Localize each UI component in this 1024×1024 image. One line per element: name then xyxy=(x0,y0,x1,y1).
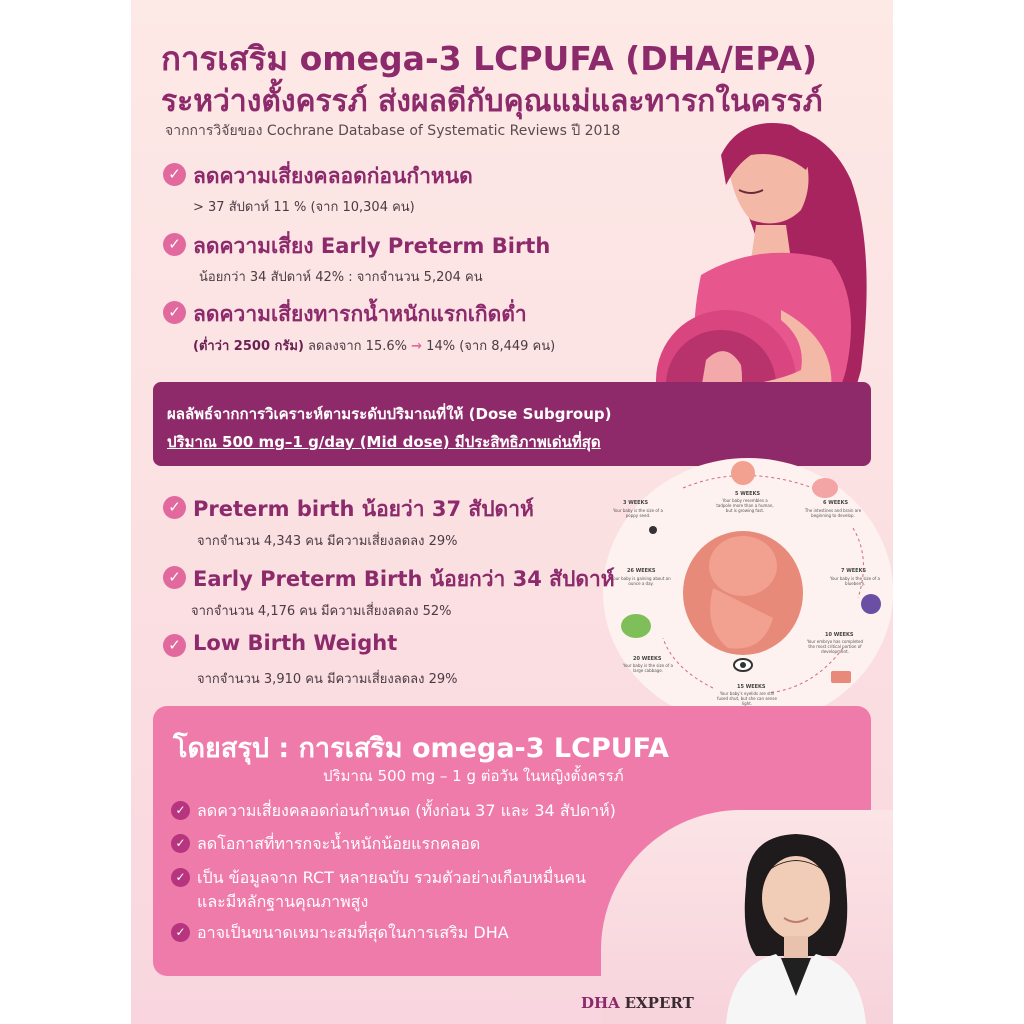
summary-bullet-2: ลดโอกาสที่ทารกจะน้ำหนักน้อยแรกคลอด xyxy=(197,834,481,853)
dose-result-2-detail: จากจำนวน 4,176 คน มีความเสี่ยงลดลง 52% xyxy=(191,604,452,619)
check-icon: ✓ xyxy=(163,566,186,589)
week-5-label: 5 WEEKS xyxy=(735,491,761,497)
page-title: การเสริม omega-3 LCPUFA (DHA/EPA) xyxy=(161,39,818,78)
check-icon: ✓ xyxy=(163,233,186,256)
week-5-text: Your baby resembles a tadpole more than a human, but is growing fast. xyxy=(716,498,774,513)
dose-result-3-detail: จากจำนวน 3,910 คน มีความเสี่ยงลดลง 29% xyxy=(197,672,458,687)
brand-part-1: DHA xyxy=(581,994,620,1012)
page-subtitle: ระหว่างตั้งครรภ์ ส่งผลดีกับคุณแม่และทารกในครรภ์ xyxy=(161,84,823,119)
dose-result-1-title: Preterm birth น้อยว่า 37 สัปดาห์ xyxy=(193,497,534,521)
dose-result-3-title: Low Birth Weight xyxy=(193,631,398,655)
week-6-label: 6 WEEKS xyxy=(823,500,849,506)
check-icon: ✓ xyxy=(163,496,186,519)
benefit-3-title: ลดความเสี่ยงทารกน้ำหนักแรกเกิดต่ำ xyxy=(193,302,527,326)
check-icon: ✓ xyxy=(163,301,186,324)
week-7-text: Your baby is the size of a blueberry. xyxy=(830,576,880,586)
banner-line-2: ปริมาณ 500 mg–1 g/day (Mid dose) มีประสิทธิภาพเด่นที่สุด xyxy=(167,433,601,451)
check-icon: ✓ xyxy=(163,163,186,186)
arrow-right-icon: → xyxy=(411,339,423,354)
week-10-label: 10 WEEKS xyxy=(825,632,854,638)
brand-part-2: EXPERT xyxy=(624,994,694,1012)
benefit-2-title: ลดความเสี่ยง Early Preterm Birth xyxy=(193,234,551,258)
week-26-label: 26 WEEKS xyxy=(627,568,656,574)
week-3-label: 3 WEEKS xyxy=(623,500,649,506)
benefit-1-title: ลดความเสี่ยงคลอดก่อนกำหนด xyxy=(193,164,473,188)
benefit-2-detail: น้อยกว่า 34 สัปดาห์ 42% : จากจำนวน 5,204 คน xyxy=(199,270,483,285)
fetal-development-chart xyxy=(603,458,893,726)
week-10-text: Your embryo has completed the most critical portion of development. xyxy=(806,639,863,654)
source-citation: จากการวิจัยของ Cochrane Database of Systematic Reviews ปี 2018 xyxy=(165,123,621,139)
summary-title: โดยสรุป : การเสริม omega-3 LCPUFA xyxy=(173,733,669,764)
banner-line-1: ผลลัพธ์จากการวิเคราะห์ตามระดับปริมาณที่ให้ (Dose Subgroup) xyxy=(167,405,612,423)
dose-result-1-detail: จากจำนวน 4,343 คน มีความเสี่ยงลดลง 29% xyxy=(197,534,458,549)
check-icon: ✓ xyxy=(171,923,190,942)
week-20-text: Your baby is the size of a large cabbage. xyxy=(623,663,673,673)
week-7-label: 7 WEEKS xyxy=(841,568,867,574)
week-15-text: Your baby's eyelids are still fused shut, but she can sense light. xyxy=(717,691,777,706)
benefit-3-detail-b: 14% (จาก 8,449 คน) xyxy=(426,339,556,354)
dose-subgroup-banner xyxy=(153,382,871,466)
dose-result-2-title: Early Preterm Birth น้อยกว่า 34 สัปดาห์ xyxy=(193,567,615,591)
check-icon: ✓ xyxy=(163,634,186,657)
summary-subtitle: ปริมาณ 500 mg – 1 g ต่อวัน ในหญิงตั้งครรภ์ xyxy=(323,767,624,785)
doctor-portrait xyxy=(706,826,886,1024)
check-icon: ✓ xyxy=(171,834,190,853)
week-20-label: 20 WEEKS xyxy=(633,656,662,662)
week-15-label: 15 WEEKS xyxy=(737,684,766,690)
benefit-3-detail-bold: (ต่ำว่า 2500 กรัม) xyxy=(193,339,304,354)
week-6-text: The intestines and brain are beginning to develop. xyxy=(804,508,862,518)
summary-bullet-4: อาจเป็นขนาดเหมาะสมที่สุดในการเสริม DHA xyxy=(197,923,509,942)
brand-logo xyxy=(581,994,694,1012)
summary-bullet-1: ลดความเสี่ยงคลอดก่อนกำหนด (ทั้งก่อน 37 และ 34 สัปดาห์) xyxy=(197,801,616,820)
summary-bullet-3-cont: และมีหลักฐานคุณภาพสูง xyxy=(197,892,369,911)
week-26-text: Your baby is gaining about an ounce a day. xyxy=(611,576,671,586)
infographic-poster xyxy=(131,0,893,1024)
benefit-1-detail: > 37 สัปดาห์ 11 % (จาก 10,304 คน) xyxy=(193,200,415,215)
summary-bullet-3: เป็น ข้อมูลจาก RCT หลายฉบับ รวมตัวอย่างเกือบหมื่นคน xyxy=(197,868,586,887)
benefit-3-detail xyxy=(193,335,555,356)
check-icon: ✓ xyxy=(171,801,190,820)
week-3-text: Your baby is the size of a poppy seed. xyxy=(613,508,663,518)
check-icon: ✓ xyxy=(171,868,190,887)
benefit-3-detail-a: ลดลงจาก 15.6% xyxy=(308,339,407,354)
